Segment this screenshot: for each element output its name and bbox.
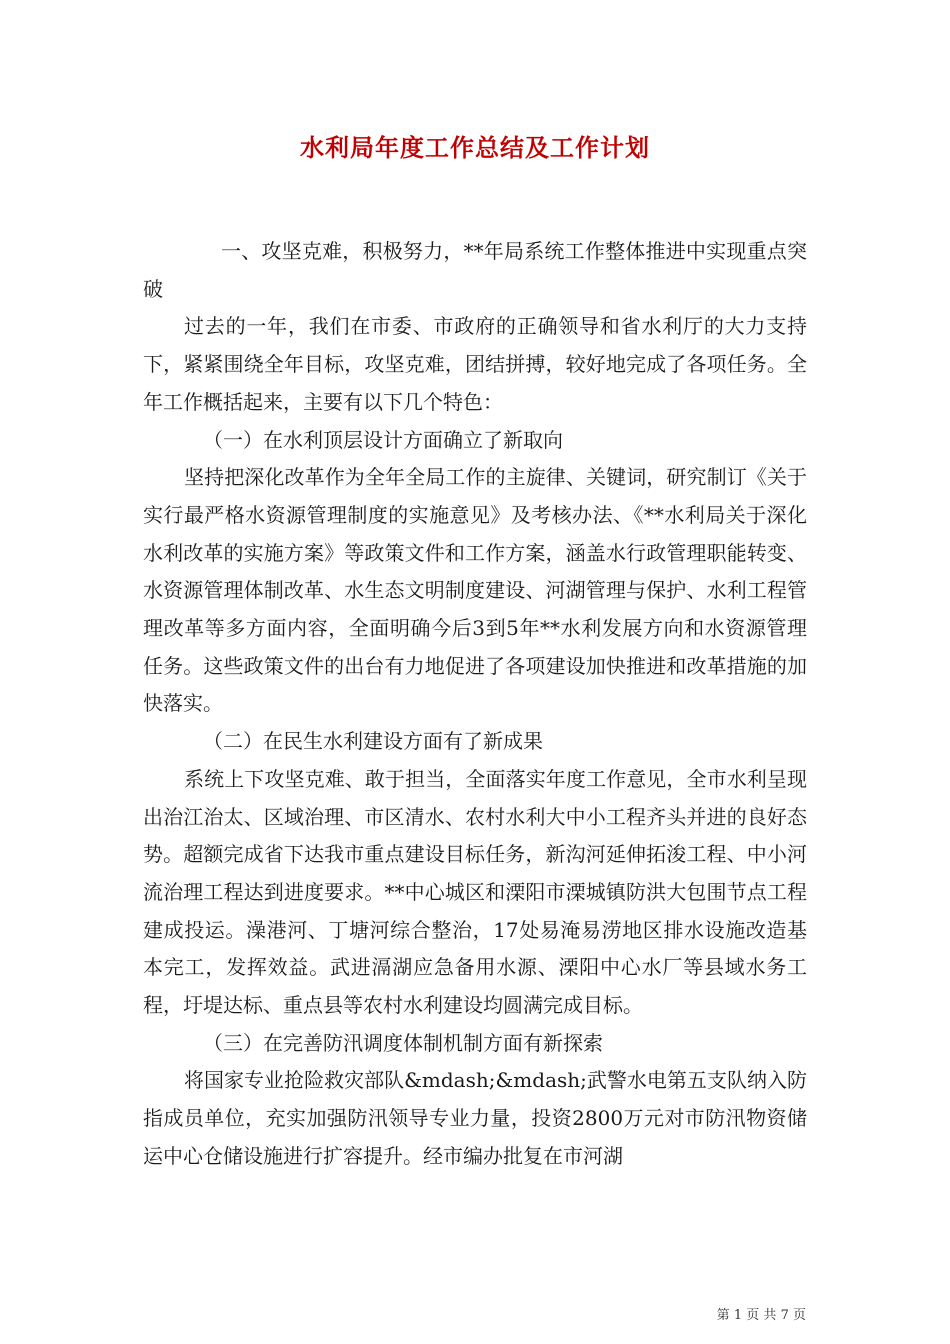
document-title: 水利局年度工作总结及工作计划: [300, 133, 650, 162]
subsection-heading: （三）在完善防汛调度体制机制方面有新探索: [203, 1030, 603, 1055]
section-heading: 一、攻坚克难，积极努力，**年局系统工作整体推进中实现重点突破: [143, 239, 807, 301]
intro-paragraph: 过去的一年，我们在市委、市政府的正确领导和省水利厅的大力支持下，紧紧围绕全年目标，攻坚克难，团结拼搏，较好地完成了各项任务。全年工作概括起来，主要有以下几个特色：: [143, 314, 807, 414]
document-body: [143, 233, 807, 1176]
total-unit: 页: [792, 1308, 806, 1323]
subsection-heading: （一）在水利顶层设计方面确立了新取向: [203, 427, 563, 452]
page-number-footer: [717, 1304, 806, 1323]
subsection-paragraph: 坚持把深化改革作为全年全局工作的主旋律、关键词，研究制订《关于实行最严格水资源管理制度的实施意见》及考核办法、《**水利局关于深化水利改革的实施方案》等政策文件和工作方案，涵盖水行政管理职能转变、水资源管理体制改革、水生态文明制度建设、河湖管理与保护、水利工程管理改革等多方面内容，全面明确今后3到5年**水利发展方向和水资源管理任务。这些政策文件的出台有力地促进了各项建设加快推进和改革措施的加快落实。: [143, 465, 807, 716]
subsection-paragraph: 系统上下攻坚克难、敢于担当，全面落实年度工作意见，全市水利呈现出治江治太、区域治理、市区清水、农村水利大中小工程齐头并进的良好态势。超额完成省下达我市重点建设目标任务，新沟河延伸拓浚工程、中小河流治理工程达到进度要求。**中心城区和溧阳市溧城镇防洪大包围节点工程建成投运。澡港河、丁塘河综合整治，17处易淹易涝地区排水设施改造基本完工，发挥效益。武进滆湖应急备用水源、溧阳中心水厂等县域水务工程，圩堤达标、重点县等农村水利建设均圆满完成目标。: [143, 766, 807, 1018]
page-unit: 页: [746, 1308, 760, 1323]
subsection-paragraph: 将国家专业抢险救灾部队&mdash;&mdash;武警水电第五支队纳入防指成员单位，充实加强防汛领导专业力量，投资2800万元对市防汛物资储运中心仓储设施进行扩容提升。经市编办批复在市河湖: [143, 1068, 807, 1168]
total-label: 共: [763, 1308, 777, 1323]
total-pages-number: 7: [780, 1308, 789, 1323]
subsection-heading: （二）在民生水利建设方面有了新成果: [203, 729, 543, 754]
current-page-number: 1: [733, 1308, 743, 1323]
page-label: 第: [716, 1308, 730, 1323]
